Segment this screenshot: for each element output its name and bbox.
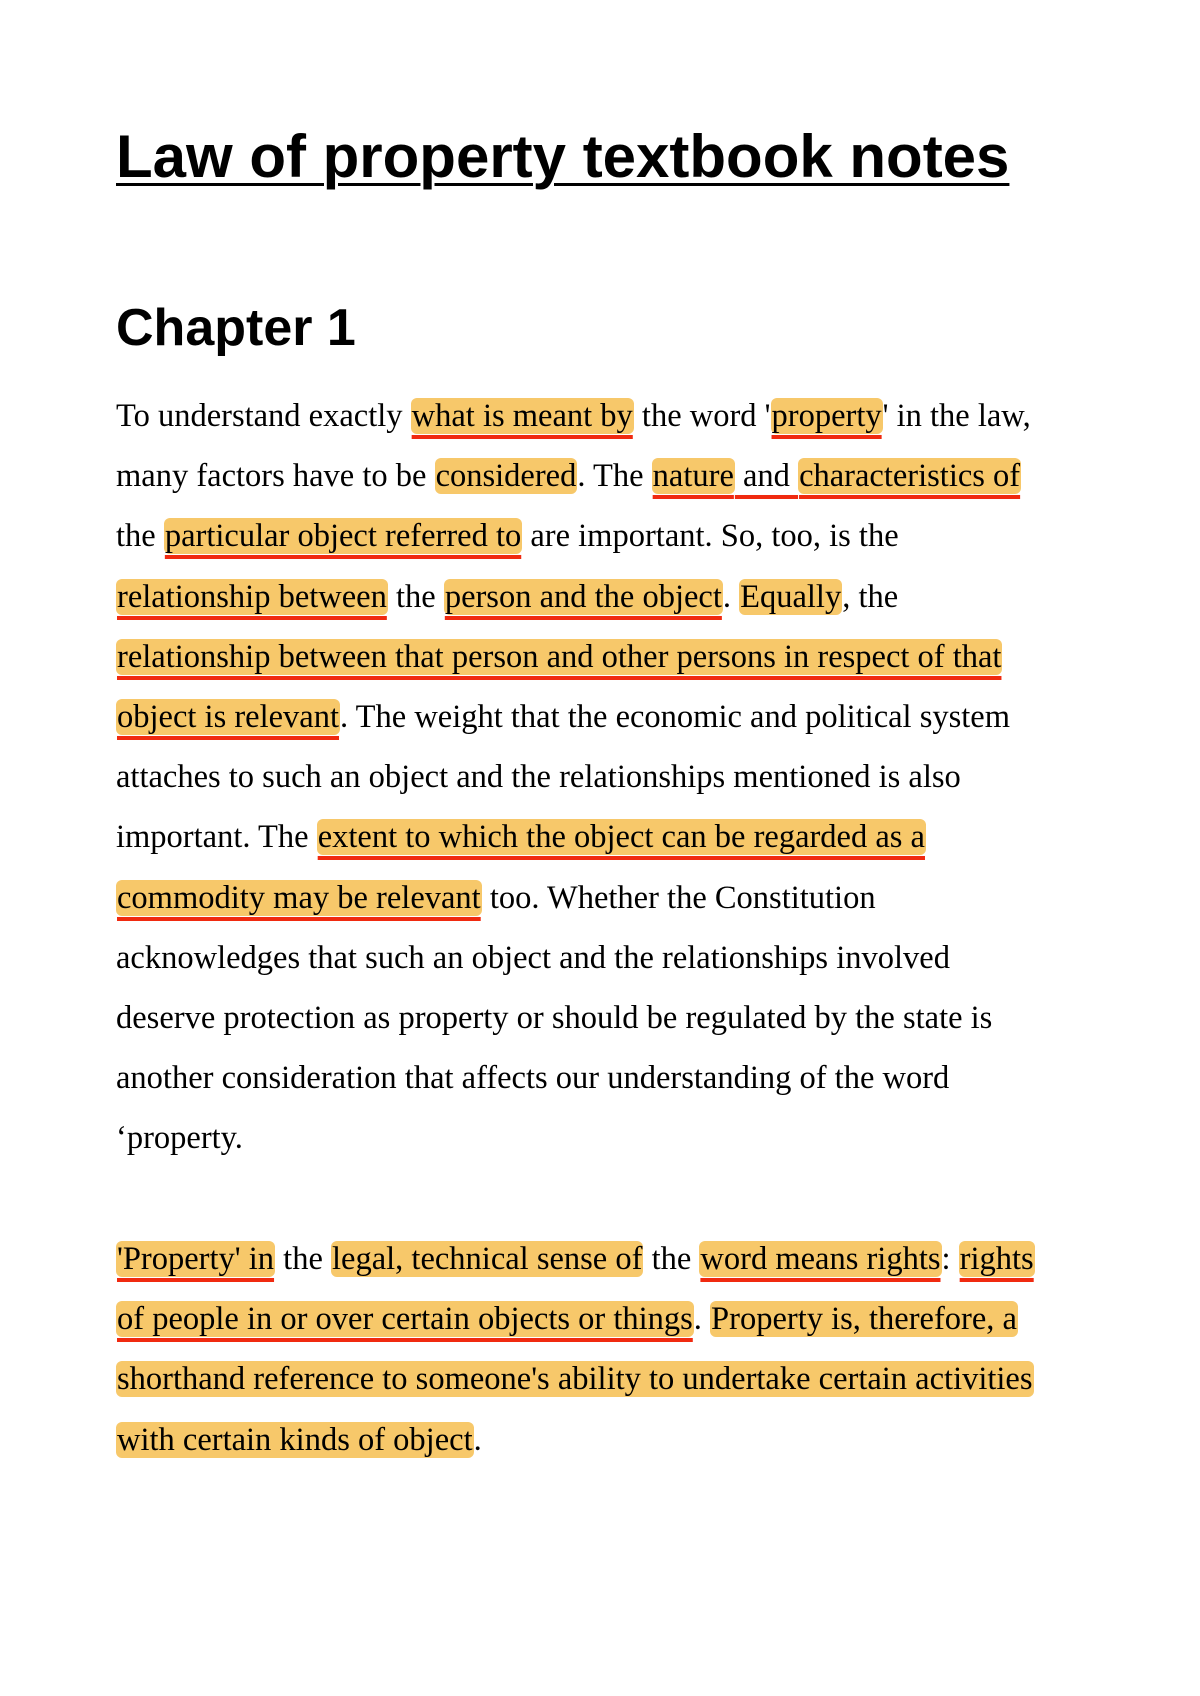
text-segment: the [116,518,164,555]
highlighted-underlined-text: relationship between that person and other persons in respect of that [117,638,1002,675]
highlighted-underlined-text: person and the object [444,578,722,615]
text-segment: another consideration that affects our understanding of the word [116,1060,950,1097]
highlighted-text: legal, technical sense of [332,1241,643,1277]
chapter-heading: Chapter 1 [116,299,356,357]
highlighted-underlined-text: what is meant by [411,398,633,434]
text-line [116,567,1120,627]
text-segment: deserve protection as property or should be regulated by the state is [116,1000,993,1037]
highlighted-underlined-text: relationship between [117,578,387,615]
text-line [116,1289,1120,1349]
text-segment: many factors have to be [116,458,435,495]
text-line [116,1108,1120,1168]
text-segment: too. Whether the Constitution [481,879,876,916]
text-line [116,1410,1120,1470]
text-segment: the word ' [633,398,771,434]
highlighted-underlined-text: object is relevant [117,699,339,736]
highlighted-underlined-text: particular object referred to [164,518,522,555]
text-segment: : [941,1241,959,1277]
text-line [116,1048,1120,1108]
highlighted-underlined-text: property [771,398,882,434]
text-segment: ‘property. [116,1120,243,1157]
highlighted-underlined-text: commodity may be relevant [117,879,481,916]
text-segment: attaches to such an object and the relationships mentioned is also [116,759,961,796]
highlighted-underlined-text: characteristics of [799,458,1021,495]
text-line [116,506,1120,566]
text-line [116,687,1120,747]
underlined-text: and [734,458,799,495]
text-segment: acknowledges that such an object and the relationships involved [116,939,950,976]
highlighted-text: Equally [740,578,842,615]
text-segment: . The [577,458,652,495]
text-segment: , the [842,578,899,615]
text-segment: To understand exactly [116,398,411,434]
highlighted-underlined-text: word means rights [700,1241,941,1277]
highlighted-underlined-text: rights [959,1241,1034,1277]
text-line [116,1349,1120,1409]
text-line [116,446,1120,506]
text-segment: ' in the law, [882,398,1031,434]
text-segment: the [275,1241,332,1277]
document-title: Law of property textbook notes [116,123,1010,190]
highlighted-text: with certain kinds of object [117,1421,473,1458]
paragraph-1 [116,386,1120,1169]
highlighted-text: considered [435,458,577,495]
highlighted-underlined-text: of people in or over certain objects or things [117,1301,693,1338]
text-line [116,807,1120,867]
text-line [116,747,1120,807]
paragraph-2 [116,1229,1120,1470]
text-segment: . The weight that the economic and political system [340,699,1010,736]
highlighted-text: shorthand reference to someone's ability to undertake certain activities [117,1361,1033,1398]
highlighted-underlined-text: nature [652,458,734,495]
text-segment: important. The [116,819,317,856]
text-line [116,1229,1120,1289]
text-line [116,988,1120,1048]
text-segment: the [387,578,444,615]
text-line [116,928,1120,988]
highlighted-text: Property is, therefore, a [711,1301,1017,1338]
text-line [116,627,1120,687]
text-segment: . [473,1421,482,1458]
text-segment: the [643,1241,700,1277]
highlighted-underlined-text: extent to which the object can be regarded as a [317,819,925,856]
text-segment: . [693,1301,711,1338]
highlighted-underlined-text: 'Property' in [117,1241,275,1277]
text-line [116,868,1120,928]
text-line [116,386,1120,446]
text-segment: are important. So, too, is the [522,518,899,555]
text-segment: . [722,578,740,615]
